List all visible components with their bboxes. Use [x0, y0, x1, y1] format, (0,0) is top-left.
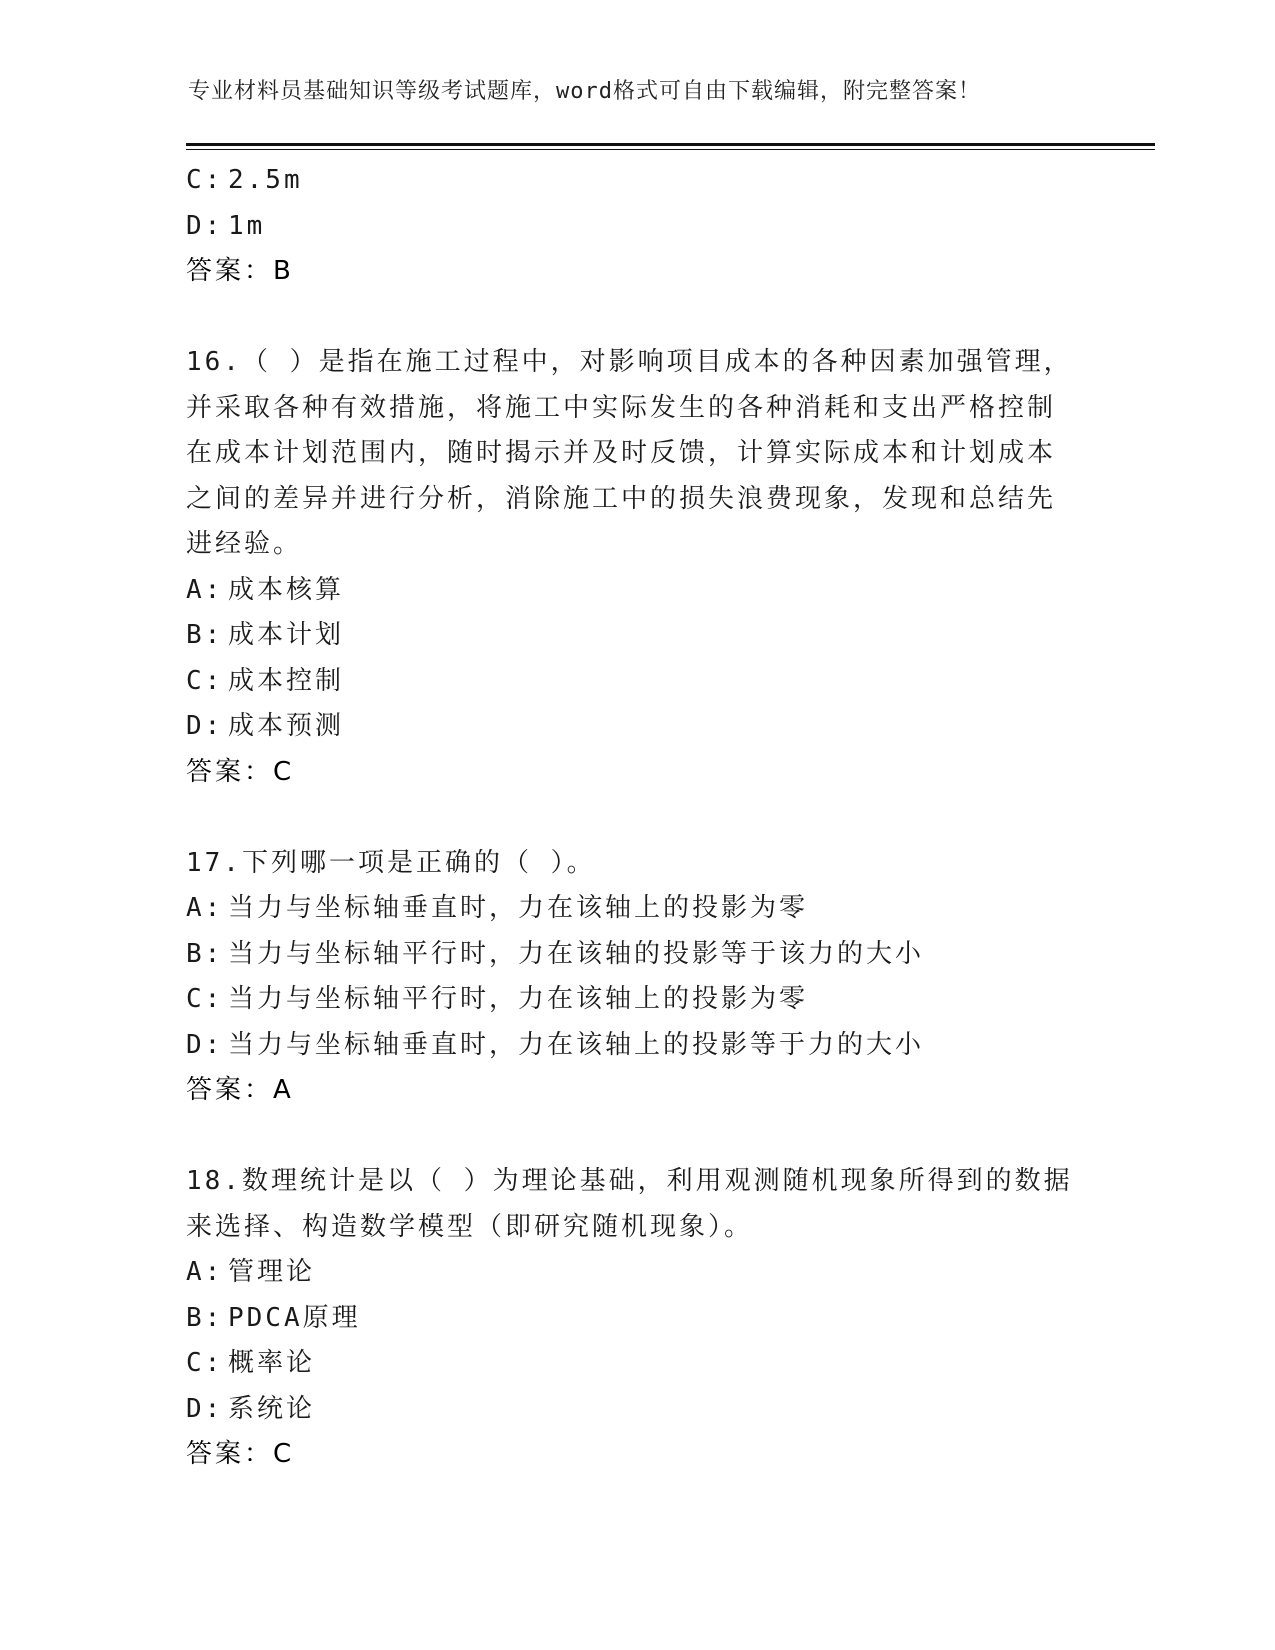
option-d: D: 当力与坐标轴垂直时，力在该轴上的投影等于力的大小	[186, 1029, 925, 1060]
question-stem-line: 17.下列哪一项是正确的（ ）。	[186, 847, 596, 878]
option-a: A: 管理论	[186, 1257, 316, 1287]
answer-line: 答案：C	[186, 756, 295, 787]
question-stem-line: 之间的差异并进行分析，消除施工中的损失浪费现象，发现和总结先	[186, 483, 1057, 514]
option-c: C: 当力与坐标轴平行时，力在该轴上的投影为零	[186, 984, 809, 1014]
option-d: D: 1m	[186, 210, 266, 241]
answer-line: 答案：A	[186, 1075, 294, 1105]
question-content	[186, 158, 1086, 1478]
question-stem-line: 16.（ ）是指在施工过程中，对影响项目成本的各种因素加强管理，	[186, 347, 1073, 377]
option-b: B: 当力与坐标轴平行时，力在该轴的投影等于该力的大小	[186, 938, 925, 969]
question-18	[186, 1159, 1086, 1478]
answer-line: 答案：C	[186, 1439, 295, 1469]
option-b: B: PDCA原理	[186, 1302, 361, 1333]
question-17	[186, 841, 1086, 1114]
option-d: D: 成本预测	[186, 711, 345, 741]
question-16	[186, 340, 1086, 795]
question-stem-line: 进经验。	[186, 529, 303, 559]
question-stem-line: 来选择、构造数学模型（即研究随机现象）。	[186, 1211, 754, 1242]
header-divider-thick	[186, 143, 1155, 146]
option-c: C: 概率论	[186, 1348, 316, 1378]
option-c: C: 成本控制	[186, 665, 345, 696]
option-c: C: 2.5m	[186, 165, 303, 195]
option-a: A: 当力与坐标轴垂直时，力在该轴上的投影为零	[186, 893, 809, 923]
header-divider-thin	[186, 149, 1155, 150]
page-header: 专业材料员基础知识等级考试题库，word格式可自由下载编辑，附完整答案！	[188, 79, 981, 104]
question-15-tail	[186, 158, 1086, 295]
option-a: A: 成本核算	[186, 574, 345, 605]
question-stem-line: 18.数理统计是以（ ）为理论基础，利用观测随机现象所得到的数据	[186, 1166, 1073, 1196]
question-stem-line: 并采取各种有效措施，将施工中实际发生的各种消耗和支出严格控制	[186, 392, 1057, 423]
option-b: B: 成本计划	[186, 620, 345, 650]
answer-line: 答案：B	[186, 256, 294, 286]
question-stem-line: 在成本计划范围内，随时揭示并及时反馈，计算实际成本和计划成本	[186, 438, 1057, 468]
option-d: D: 系统论	[186, 1393, 316, 1424]
